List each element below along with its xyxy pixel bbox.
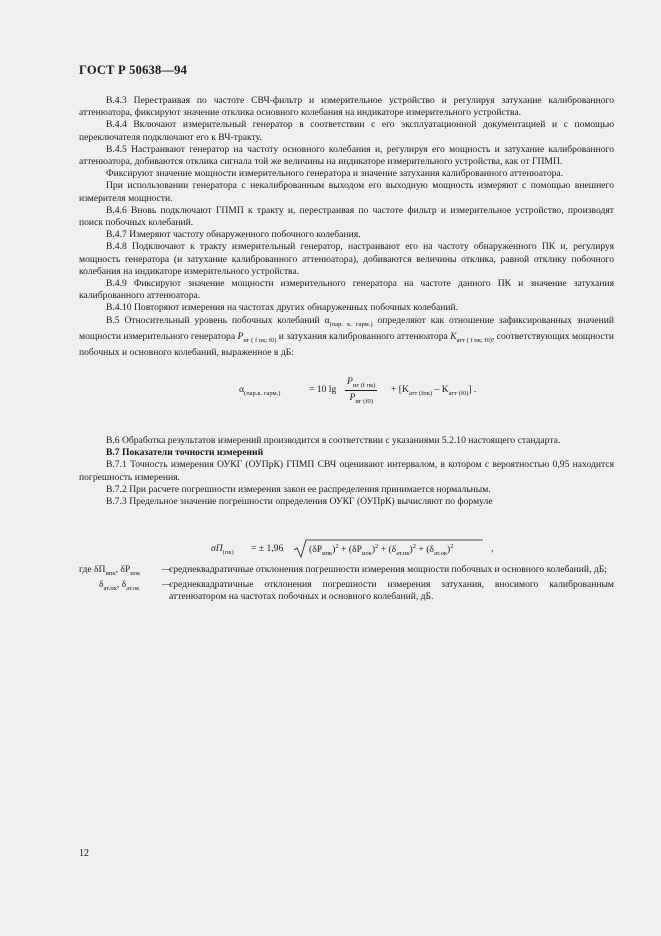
section-title-b7: В.7 Показатели точности измерений <box>106 447 264 459</box>
formula-relative-level: $\alpha_{(пар.к. гарм.)}$ = 10 lg $P_{иг (f пк)}$ $P_{иг (f0)}$ + $[K_{атт (fпк)} - K_{атт (f0)}]$ . <box>239 376 477 405</box>
paragraph-b43: В.4.3 Перестраивая по частоте СВЧ-фильтр и измерительное устройство и регулируя затухание калиброванного аттенюатора, фиксируют значение отклика основного колебания на индикаторе измерительного устройства. <box>79 95 614 119</box>
formula-fraction: $P_{иг (f пк)}$ $P_{иг (f0)}$ <box>347 376 376 405</box>
paragraph-uncal: При использовании генератора с некалиброванным выходом его выходную мощность измеряют с помощью внешнего измерителя мощности. <box>79 180 614 204</box>
paragraph-b45: В.4.5 Настраивают генератор на частоту основного колебания и, регулируя его мощность и затухание калиброванного аттенюатора, добиваются отклика сигнала той же величины на индикаторе измерительного устройства, как от ГПМП. <box>79 143 614 168</box>
paragraph-b72: В.7.2 При расчете погрешности измерения закон ее распределения принимается нормальным. <box>106 483 491 495</box>
paragraph-b73: В.7.3 Предельное значение погрешности определения ОУКГ (ОУПрК) вычисляют по формуле <box>106 496 493 508</box>
symbol-definitions <box>79 564 614 604</box>
paragraph-b46: В.4.6 Вновь подключают ГПМП к тракту и, перестраивая по частоте фильтр и измерительное устройство, производят поиск побочных колебаний. <box>79 204 614 229</box>
paragraph-b71: В.7.1 Точность измерения ОУКГ (ОУПрК) ГПМП СВЧ оценивают интервалом, в котором с вероятностью 0,95 находится погрешность измерения. <box>79 459 614 483</box>
paragraph-b6: В.6 Обработка результатов измерений производится в соответствии с указаниями 5.2.10 настоящего стандарта. <box>106 435 561 446</box>
paragraph-b5: В.5 Относительный уровень побочных колебаний $\alpha_{(пар. к. гарм.)}$ определяют как отношение зафиксированных значений мощности измерительного генератора $P_{иг ( f пк; f0)}$ и затухания калиброванного аттенюатора $K_{атт ( f пк; f0)}$, соответствующих мощности побочных и основного колебаний, выраженное в дБ: <box>79 314 615 358</box>
paragraph-b410: В.4.10 Повторяют измерения на частотах других обнаруженных побочных колебаний. <box>106 302 459 314</box>
paragraph-b49: В.4.9 Фиксируют значение мощности измерительного генератора на частоте данного ПК и значение затухания калиброванного аттенюатора. <box>79 278 614 302</box>
paragraph-fix: Фиксируют значение мощности измерительного генератора и значение затухания калиброванного аттенюатора. <box>106 168 564 180</box>
definition-item: где $\delta П_{ипк}$, $\delta P_{иок}$ — среднеквадратичные отклонения погрешности измерения мощности побочных и основного колебаний, дБ; <box>79 564 607 577</box>
page-number: 12 <box>79 848 89 859</box>
paragraph-b48: В.4.8 Подключают к тракту измерительный генератор, настраивают его на частоту обнаруженного ПК и, регулируя мощность генератора (и затухание калиброванного аттенюатора), добиваются величины отклика, равной отклику побочного колебания на индикаторе измерительного устройства. <box>79 241 614 277</box>
definition-item: $\delta_{ат.пк}$, $\delta_{ат.ок}$ — среднеквадратичные отклонения погрешности измерения затухания, вносимого калиброванным аттенюатором на частотах побочных и основного колебаний, дБ. <box>99 579 614 603</box>
main-text <box>79 95 614 359</box>
formula-error-limit: $\sigma П_{(пк)}$ = ± 1,96 $(\delta P_{ипк})^2 + (\delta P_{иок})^2 + (\delta_{ат.пк})^2 + (\delta_{ат.ок})^2$ , <box>79 539 614 561</box>
paragraph-b47: В.4.7 Измеряют частоту обнаруженного побочного колебания. <box>106 229 361 241</box>
document-header: ГОСТ Р 50638—94 <box>79 63 188 77</box>
paragraph-b44: В.4.4 Включают измерительный генератор в соответствии с его эксплуатационной документацией и с помощью переключателя подключают его к ВЧ-тракту. <box>79 119 614 143</box>
main-text-2 <box>79 435 614 508</box>
